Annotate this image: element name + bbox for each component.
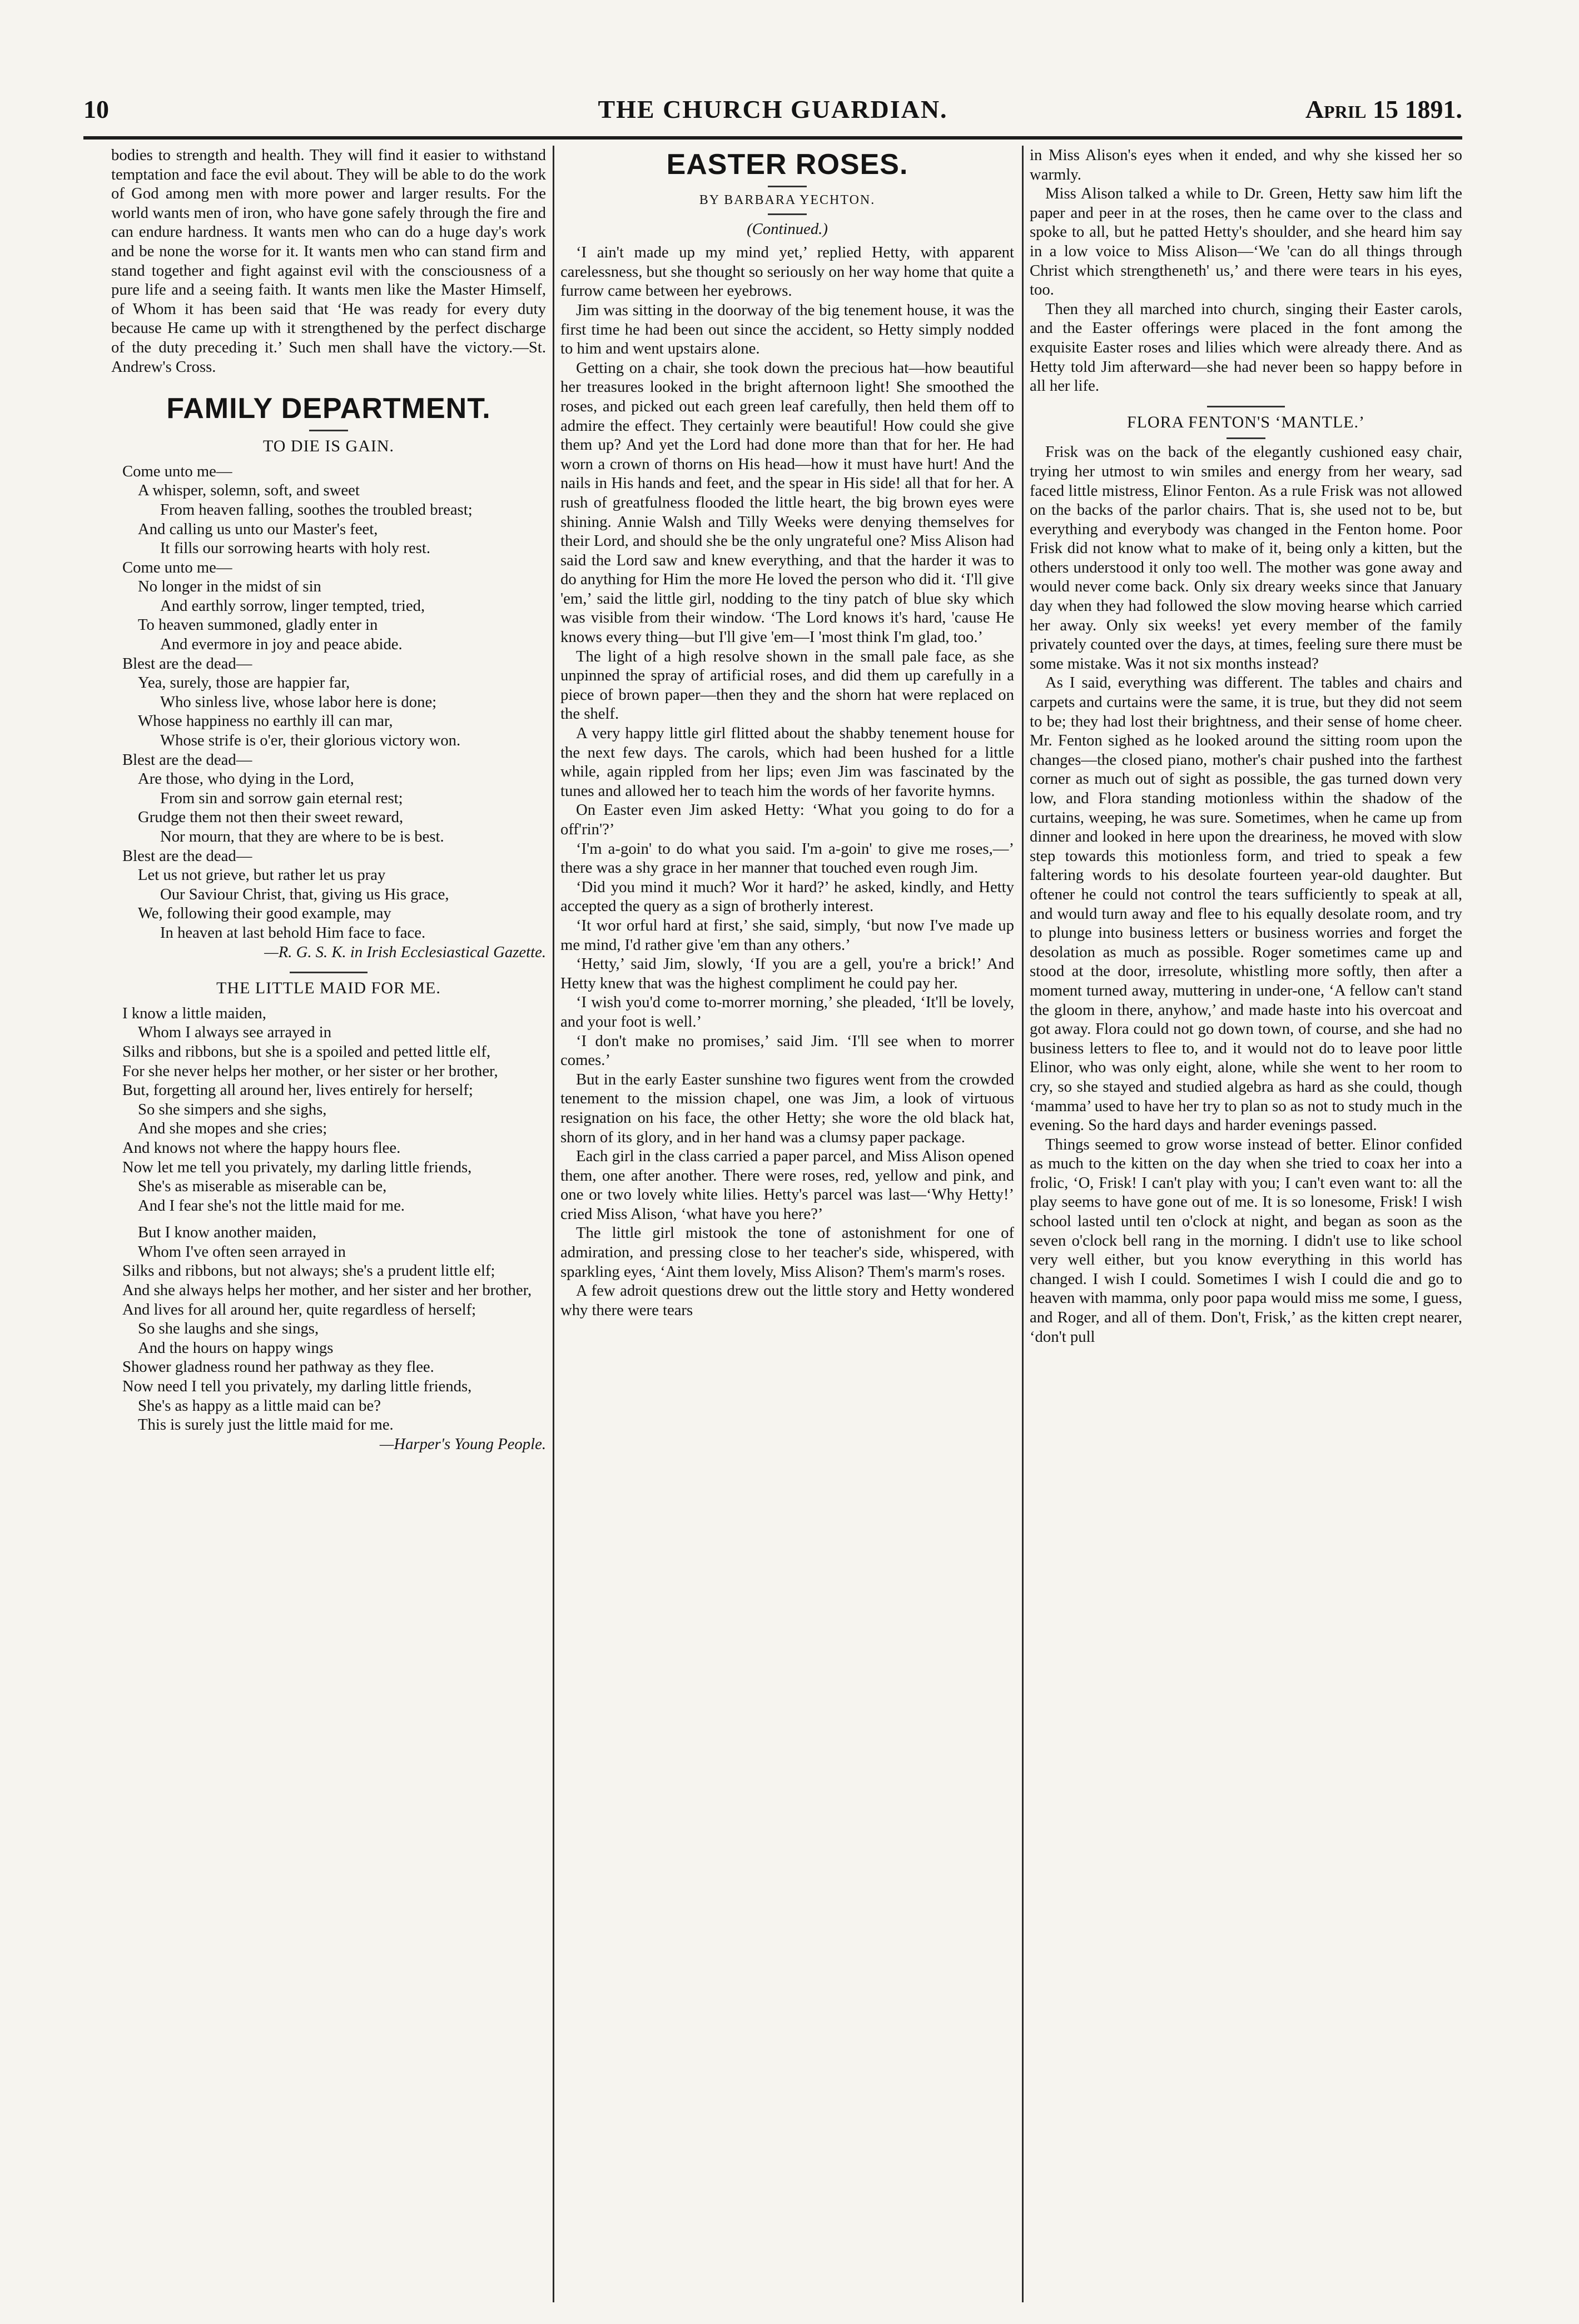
poem-line: I know a little maiden, [122,1004,266,1022]
paragraph: ‘I'm a-goin' to do what you said. I'm a-goin' to give me roses,—’ there was a shy grace in her manner that touched even rough Jim. [560,839,1014,877]
paragraph: bodies to strength and health. They will find it easier to withstand temptation and face the evil about. They will be able to do the work of God among men with more power and larger results. For the world wants men of iron, who have gone safely through the fire and can endure hardness. It wants men who can do a huge day's work and be none the worse for it. It wants men who can stand firm and stand together and fight against evil with the consciousness of a pure life and a seeing faith. It wants men like the Master Himself, of Whom it has been said that ‘He was ready for every duty because He came up with it strengthened by the perfect discharge of the duty preceding it.’ Such men shall have the victory.—St. Andrew's Cross. [111,146,546,376]
poem-line: So she simpers and she sighs, [138,1100,327,1118]
poem-line: Are those, who dying in the Lord, [138,770,354,788]
column-3 [1030,146,1462,2302]
poem-line: But I know another maiden, [138,1223,317,1242]
poem-line: But, forgetting all around her, lives entirely for herself; [122,1081,473,1099]
column-2 [560,146,1014,2302]
poem-line: Let us not grieve, but rather let us pray [138,866,386,884]
paragraph: Getting on a chair, she took down the precious hat—how beautiful her treasures looked in the bright afternoon light! She smoothed the roses, and picked out each green leaf carefully, then held them off to admire the effect. They certainly were beautiful! How could she give them up? And yet the Lord had done more than that for her. He had worn a crown of thorns on His head—how it must have hurt! And the nails in His hands and feet, and the spear in His side! all that for her. A rush of greatfulness flooded the little heart, the big brown eyes were shining. Annie Walsh and Tilly Weeks were denying themselves for their Lord, and should she be the only ungrateful one? Miss Alison had said the Lord saw and knew everything, and that the harder it was to do anything for Him the more He loved the person who did it. ‘I'll give 'em,’ said the little girl, nodding to the tiny patch of blue sky which was visible from their window. ‘The Lord knows it's hard, 'cause He knows every thing—but I'll give 'em—I 'most think I'm glad, too.’ [560,359,1014,646]
poem-signature: —Harper's Young People. [379,1435,546,1453]
paragraph: Jim was sitting in the doorway of the big tenement house, it was the first time he had been out since the accident, so Hetty simply nodded to him and went upstairs alone. [560,301,1014,358]
paragraph: Each girl in the class carried a paper parcel, and Miss Alison opened them, one after another. There were roses, red, yellow and pink, and one or two lovely white lilies. Hetty's parcel was last—‘Why Hetty!’ cried Miss Alison, ‘what have you here?’ [560,1147,1014,1223]
section-rule [768,213,807,215]
continued-note: (Continued.) [747,220,828,238]
poem-line: And earthly sorrow, linger tempted, tried, [160,596,425,615]
poem-signature: —R. G. S. K. in Irish Ecclesiastical Gazette. [264,943,546,961]
paragraph: Then they all marched into church, singing their Easter carols, and the Easter offerings were placed in the font among the exquisite Easter roses and lilies which were already there. And as Hetty told Jim afterward—she had never been so happy before in all her life. [1030,300,1462,395]
column-divider [553,146,554,2302]
poem-line: Come unto me— [122,462,232,480]
poem-line: For she never helps her mother, or her sister or her brother, [122,1062,498,1080]
poem-line: And she mopes and she cries; [138,1119,327,1138]
paragraph: ‘I ain't made up my mind yet,’ replied Hetty, with apparent carelessness, but she thought so seriously on her way home that quite a furrow came between her eyebrows. [560,243,1014,300]
paragraph: Frisk was on the back of the elegantly cushioned easy chair, trying her utmost to win smiles and energy from her weary, sad faced little mistress, Elinor Fenton. As a rule Frisk was not allowed on the backs of the parlor chairs. That is, she used not to be, but everything and everybody was changed in the Fenton home. Poor Frisk did not know what to make of it, being only a kitten, but the others understood it only too well. The mother was gone away and would never come back. Only six dreary weeks since that January day when they had followed the slow moving hearse which carried her away. Only six weeks! yet every member of the family privately counted over the days, at times, feeling sure there must be some mistake. Was it not six months instead? [1030,443,1462,673]
poem-little-maid [111,1004,546,1435]
poem-line: She's as miserable as miserable can be, [138,1177,387,1196]
poem-line: And the hours on happy wings [138,1338,334,1357]
paragraph: On Easter even Jim asked Hetty: ‘What you going to do for a off'rin'?’ [560,801,1014,838]
poem-line: To heaven summoned, gladly enter in [138,616,378,634]
poem-title: TO DIE IS GAIN. [262,437,395,456]
paragraph: As I said, everything was different. The tables and chairs and carpets and curtains were the same, it is true, but they did not seem to be; they had lost their brightness, and their sense of home cheer. Mr. Fenton sighed as he looked around the sitting room upon the changes—the closed piano, mother's chair pushed into the farthest corner as much out of sight as possible, the gas turned down very low, and Flora standing motionless within the shadow of the curtains, weeping, he was sure. Sometimes, when he came up from dinner and looked in here upon the dreariness, he moved with slow step towards this motionless form, and tried to speak a few faltering words to his desolate fourteen year-old daughter. But oftener he could not control the tears sufficiently to speak at all, and would turn away and flee to his equally desolate room, and try to plunge into business letters or business worries and forget the desolation as much as possible. Roger sometimes came up and stood at the door, irresolute, whistling more softly, then after a moment turned away, muttering in under-one, ‘A fellow can't stand the gloom in there, anyhow,’ and made haste into his overcoat and got away. Flora could not go down town, of course, and she had no business letters to flee to, and it would not do to leave poor little Elinor, who was only eight, alone, while she went to her room to cry, so she stayed and studied algebra as hard as she could, though ‘mamma’ used to have her try to plan so as not to study much in the evening. So the hard days and harder evenings passed. [1030,674,1462,1134]
poem-line: Blest are the dead— [122,847,252,865]
poem-line: And evermore in joy and peace abide. [160,635,403,654]
poem-line: We, following their good example, may [138,904,391,923]
poem-line: Who sinless live, whose labor here is done; [160,693,437,711]
paragraph: A few adroit questions drew out the little story and Hetty wondered why there were tears [560,1282,1014,1319]
poem-line: So she laughs and she sings, [138,1320,319,1338]
column-1 [111,146,546,2302]
poem-line: From sin and sorrow gain eternal rest; [160,789,403,807]
paragraph: Miss Alison talked a while to Dr. Green, Hetty saw him lift the paper and peer in at the roses, then he came over to the class and spoke to all, but he patted Hetty's shoulder, and she heard him say in a low voice to Miss Alison—‘We 'can do all things through Christ which strengtheneth' us,’ and there were tears in his eyes, too. [1030,185,1462,299]
poem-line: Now need I tell you privately, my darling little friends, [122,1377,472,1396]
poem-line: Grudge them not then their sweet reward, [138,808,404,827]
poem-line: Silks and ribbons, but she is a spoiled and petted little elf, [122,1042,491,1061]
poem-line: A whisper, solemn, soft, and sweet [138,481,360,500]
poem-line: This is surely just the little maid for me. [138,1416,394,1434]
poem-line: Nor mourn, that they are where to be is best. [160,828,444,845]
poem-line: Whom I always see arrayed in [138,1023,332,1042]
poem-line: Yea, surely, those are happier far, [138,674,350,692]
paragraph: ‘I don't make no promises,’ said Jim. ‘I'll see when to morrer comes.’ [560,1032,1014,1069]
page-number: 10 [83,95,109,123]
poem-line: She's as happy as a little maid can be? [138,1396,381,1415]
poem-line: From heaven falling, soothes the troubled breast; [160,500,473,519]
article-body [560,243,1014,1320]
poem-title: THE LITTLE MAID FOR ME. [216,979,441,998]
issue-date: April 15 1891. [1305,95,1462,123]
poem-line: Our Saviour Christ, that, giving us His grace, [160,885,449,903]
article-byline: BY BARBARA YECHTON. [699,193,876,207]
poem-to-die-is-gain [111,462,546,943]
poem-line: No longer in the midst of sin [138,578,321,596]
column-divider [1022,146,1024,2302]
paragraph: A very happy little girl flitted about the shabby tenement house for the next few days. The carols, which had been hushed for a little while, again rippled from her lips; even Jim was fascinated by the tunes and allowed her to teach him the words of her favorite hymns. [560,724,1014,800]
poem-line: And I fear she's not the little maid for me. [138,1196,405,1215]
family-department-heading: FAMILY DEPARTMENT. [166,392,491,425]
paragraph: ‘It wor orful hard at first,’ she said, simply, ‘but now I've made up me mind, I'd rather give 'em than any others.’ [560,916,1014,954]
section-rule [1207,406,1285,407]
paragraph: in Miss Alison's eyes when it ended, and why she kissed her so warmly. [1030,146,1462,183]
poem-line: Blest are the dead— [122,750,252,769]
section-rule [1227,437,1265,439]
poem-line: It fills our sorrowing hearts with holy rest. [160,539,431,558]
paragraph: ‘Did you mind it much? Wor it hard?’ he asked, kindly, and Hetty accepted the query as a sign of brotherly interest. [560,878,1014,915]
section-rule [768,186,807,187]
page-header [83,83,1462,133]
poem-line: Come unto me— [122,558,232,576]
article-body [1030,442,1462,1346]
poem-line: Shower gladness round her pathway as they flee. [122,1358,434,1376]
article-heading: FLORA FENTON'S ‘MANTLE.’ [1126,412,1366,431]
paragraph: ‘I wish you'd come to-morrer morning,’ she pleaded, ‘It'll be lovely, and your foot is well.’ [560,993,1014,1031]
section-rule [309,430,348,431]
poem-line: In heaven at last behold Him face to face. [160,923,426,942]
paragraph: ‘Hetty,’ said Jim, slowly, ‘If you are a gell, you're a brick!’ And Hetty knew that was the highest compliment he could pay her. [560,955,1014,992]
poem-line: Whose happiness no earthly ill can mar, [138,712,393,730]
poem-line: Blest are the dead— [122,654,252,673]
paragraph: Things seemed to grow worse instead of better. Elinor confided as much to the kitten on the day when she tried to coax her into a frolic, ‘O, Frisk! I can't play with you; I can't even want to: all the play seems to have gone out of me. It is so lonesome, Frisk! I wish school lasted until ten o'clock at night, and began as soon as the seven o'clock bell rang in the morning. I didn't use to like school very well either, but you know everything in this world has changed. I wish I could. Sometimes I wish I could die and go to heaven with mamma, only poor papa would miss me some, I guess, and Roger, and all of them. Don't, Frisk,’ as the kitten crept nearer, ‘don't pull [1030,1135,1462,1346]
paragraph: The light of a high resolve shown in the small pale face, as she unpinned the spray of artificial roses, and did them up carefully in a piece of brown paper—then they and the shorn hat were replaced on the shelf. [560,647,1014,723]
poem-line: Silks and ribbons, but not always; she's a prudent little elf; [122,1262,495,1280]
masthead-title: THE CHURCH GUARDIAN. [598,95,948,123]
poem-line: And knows not where the happy hours flee. [122,1138,401,1157]
header-rule [83,136,1462,140]
article-heading: EASTER ROSES. [666,148,908,181]
paragraph: But in the early Easter sunshine two figures went from the crowded tenement to the mission chapel, one was Jim, a look of virtuous resignation on his face, the other Hetty; she wore the old black hat, shorn of its glory, and in her hand was a clumsy paper package. [560,1070,1014,1146]
poem-line: Whom I've often seen arrayed in [138,1242,346,1261]
poem-line: And she always helps her mother, and her sister and her brother, [122,1281,532,1300]
poem-line: Now let me tell you privately, my darling little friends, [122,1158,472,1176]
poem-line: And calling us unto our Master's feet, [138,520,378,538]
article-body-continued [1030,146,1462,396]
poem-line: Whose strife is o'er, their glorious victory won. [160,731,461,750]
paragraph: The little girl mistook the tone of astonishment for one of admiration, and pressing close to her teacher's side, whispered, with sparkling eyes, ‘Aint them lovely, Miss Alison? Them's marm's roses. [560,1224,1014,1281]
article-continuation [111,146,546,376]
poem-line [111,1215,546,1223]
section-rule [290,972,368,973]
poem-line: And lives for all around her, quite regardless of herself; [122,1300,476,1318]
